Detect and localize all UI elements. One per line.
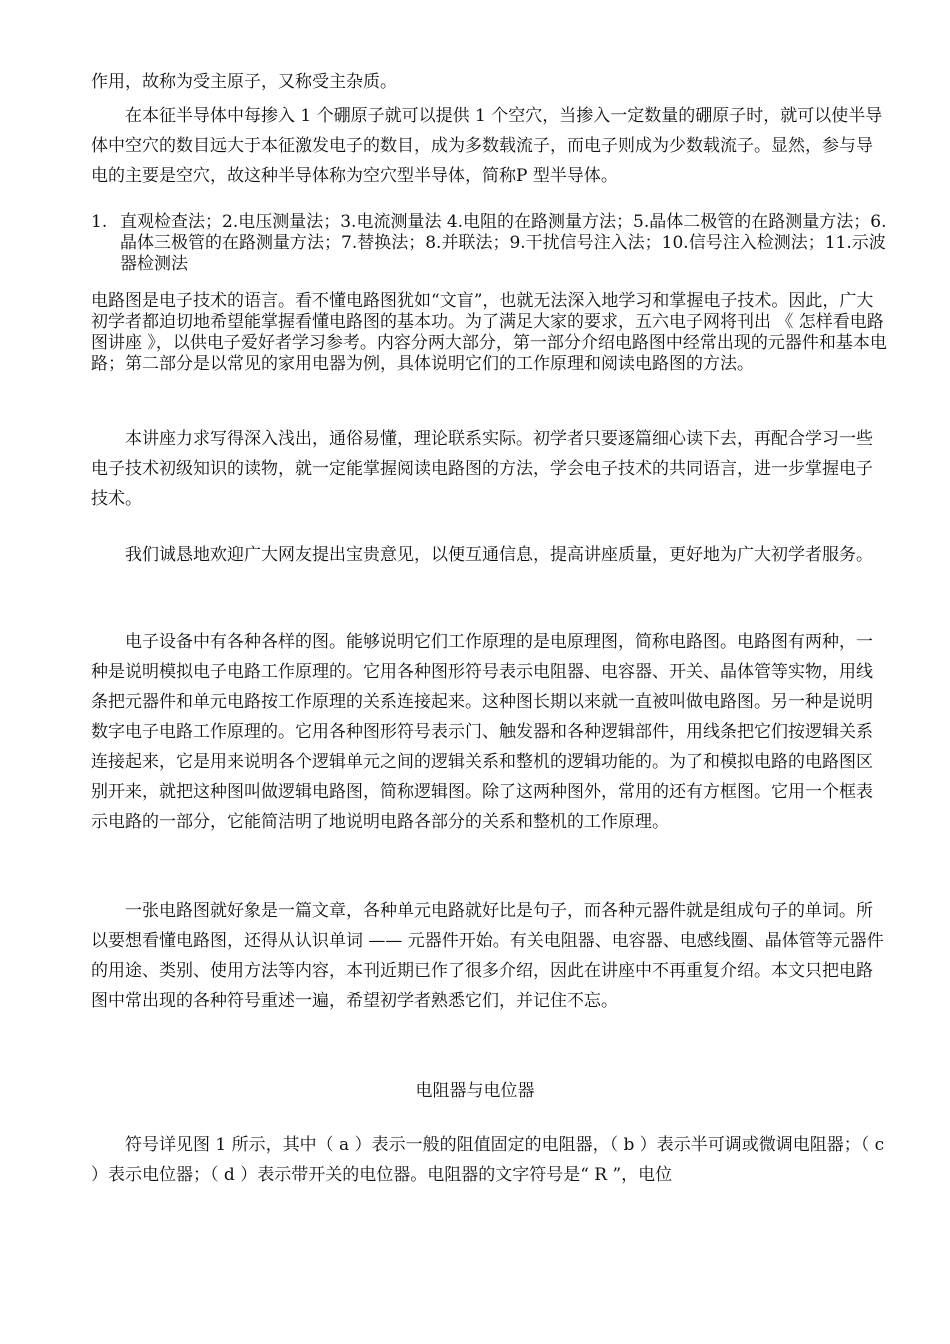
paragraph-resistor-symbols: 符号详见图 1 所示，其中（ a ）表示一般的阻值固定的电阻器，（ b ）表示半可调或微调电阻器；（ c ）表示电位器；（ d ）表示带开关的电位器。电阻器的文字符号是“ R ”，电位 (91, 1135, 885, 1185)
paragraph-p-type-semiconductor: 在本征半导体中每掺入 1 个硼原子就可以提供 1 个空穴，当掺入一定数量的硼原子时，就可以使半导体中空穴的数目远大于本征激发电子的数目，成为多数载流子，而电子则成为少数载流子。显然，参与导电的主要是空穴，故这种半导体称为空穴型半导体，简称P 型半导体。 (91, 106, 883, 186)
list-number: 1. (91, 212, 108, 232)
numbered-list-item (91, 212, 887, 275)
list-item-text: 直观检查法；2.电压测量法；3.电流测量法 4.电阻的在路测量方法；5.晶体二极管的在路测量方法；6.晶体三极管的在路测量方法；7.替换法；8.并联法；9.干扰信号注入法；10.信号注入检测法；11.示波器检测法 (120, 212, 887, 274)
paragraph-components-as-words: 一张电路图就好象是一篇文章，各种单元电路就好比是句子，而各种元器件就是组成句子的单词。所以要想看懂电路图，还得从认识单词 —— 元器件开始。有关电阻器、电容器、电感线圈、晶体管等元器件的用途、类别、使用方法等内容，本刊近期已作了很多介绍，因此在讲座中不再重复介绍。本文只把电路图中常出现的各种符号重述一遍，希望初学者熟悉它们，并记住不忘。 (91, 901, 884, 1011)
section-heading: 电阻器与电位器 (415, 1081, 535, 1101)
paragraph-circuit-diagram-intro: 电路图是电子技术的语言。看不懂电路图犹如“文盲”，也就无法深入地学习和掌握电子技术。因此，广大初学者都迫切地希望能掌握看懂电路图的基本功。为了满足大家的要求，五六电子网将刊出 《 怎样看电路图讲座 》，以供电子爱好者学习参考。内容分两大部分，第一部分介绍电路图中经常出现的元器件和基本电路；第二部分是以常见的家用电器为例，具体说明它们的工作原理和阅读电路图的方法。 (91, 291, 887, 374)
paragraph-welcome-feedback: 我们诚恳地欢迎广大网友提出宝贵意见，以便互通信息，提高讲座质量，更好地为广大初学者服务。 (125, 545, 873, 565)
paragraph-lecture-aim: 本讲座力求写得深入浅出，通俗易懂，理论联系实际。初学者只要逐篇细心读下去，再配合学习一些电子技术初级知识的读物，就一定能掌握阅读电路图的方法，学会电子技术的共同语言，进一步掌握电子技术。 (91, 429, 873, 509)
paragraph-acceptor-impurity: 作用，故称为受主原子，又称受主杂质。 (91, 72, 397, 92)
paragraph-diagram-types: 电子设备中有各种各样的图。能够说明它们工作原理的是电原理图，简称电路图。电路图有两种，一种是说明模拟电子电路工作原理的。它用各种图形符号表示电阻器、电容器、开关、晶体管等实物，用线条把元器件和单元电路按工作原理的关系连接起来。这种图长期以来就一直被叫做电路图。另一种是说明数字电子电路工作原理的。它用各种图形符号表示门、触发器和各种逻辑部件，用线条把它们按逻辑关系连接起来，它是用来说明各个逻辑单元之间的逻辑关系和整机的逻辑功能的。为了和模拟电路的电路图区别开来，就把这种图叫做逻辑电路图，简称逻辑图。除了这两种图外，常用的还有方框图。它用一个框表示电路的一部分，它能简洁明了地说明电路各部分的关系和整机的工作原理。 (91, 632, 873, 832)
